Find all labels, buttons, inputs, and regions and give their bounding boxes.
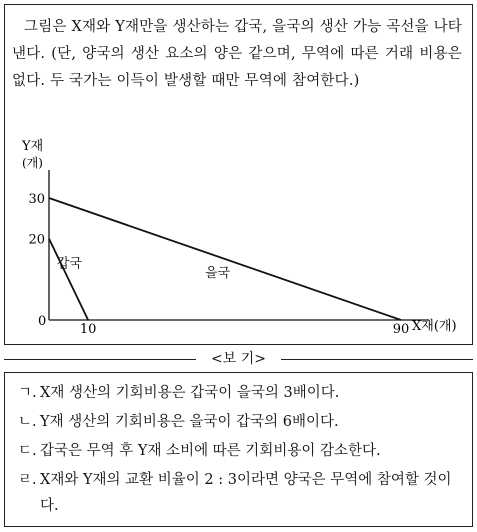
option-text: 갑국은 무역 후 Y재 소비에 따른 기회비용이 감소한다. [40,443,381,459]
origin-label: 0 [38,314,47,329]
option-mark: ㄱ. [18,385,37,401]
ppf-chart [4,130,473,340]
option-item[interactable] [18,380,466,406]
question-text: 그림은 X재와 Y재만을 생산하는 갑국, 을국의 생산 가능 곡선을 나타낸다. (단, 양국의 생산 요소의 양은 같으며, 무역에 따른 거래 비용은 없다. 두 국가는 이득이 발생할 때만 무역에 참여한다.) [12,19,462,89]
series-label: 갑국 [56,256,82,272]
option-item[interactable] [18,409,466,435]
x-tick-label: 90 [392,322,410,337]
option-text: X재와 Y재의 교환 비율이 2 : 3이라면 양국은 무역에 참여할 것이다. [40,472,452,514]
options-list [18,380,466,522]
options-header [0,350,477,368]
options-header-label: <보 기> [211,351,266,367]
x-tick-label: 10 [79,322,97,337]
option-text: Y재 생산의 기회비용은 을국이 갑국의 6배이다. [40,414,339,430]
option-text: X재 생산의 기회비용은 갑국이 을국의 3배이다. [40,385,340,401]
y-tick-label: 20 [28,232,45,248]
option-mark: ㄷ. [18,443,37,459]
series-line-gap [49,239,88,320]
option-item[interactable] [18,467,466,519]
x-axis-label: X재(개) [412,319,457,334]
y-axis-unit: (개) [22,156,43,170]
series-line-eul [49,198,401,320]
option-mark: ㄴ. [18,414,37,430]
series-label: 을국 [205,266,231,281]
option-mark: ㄹ. [18,472,37,488]
y-tick-label: 30 [28,192,45,207]
y-axis-label: Y재 [22,139,44,154]
option-item[interactable] [18,438,466,464]
